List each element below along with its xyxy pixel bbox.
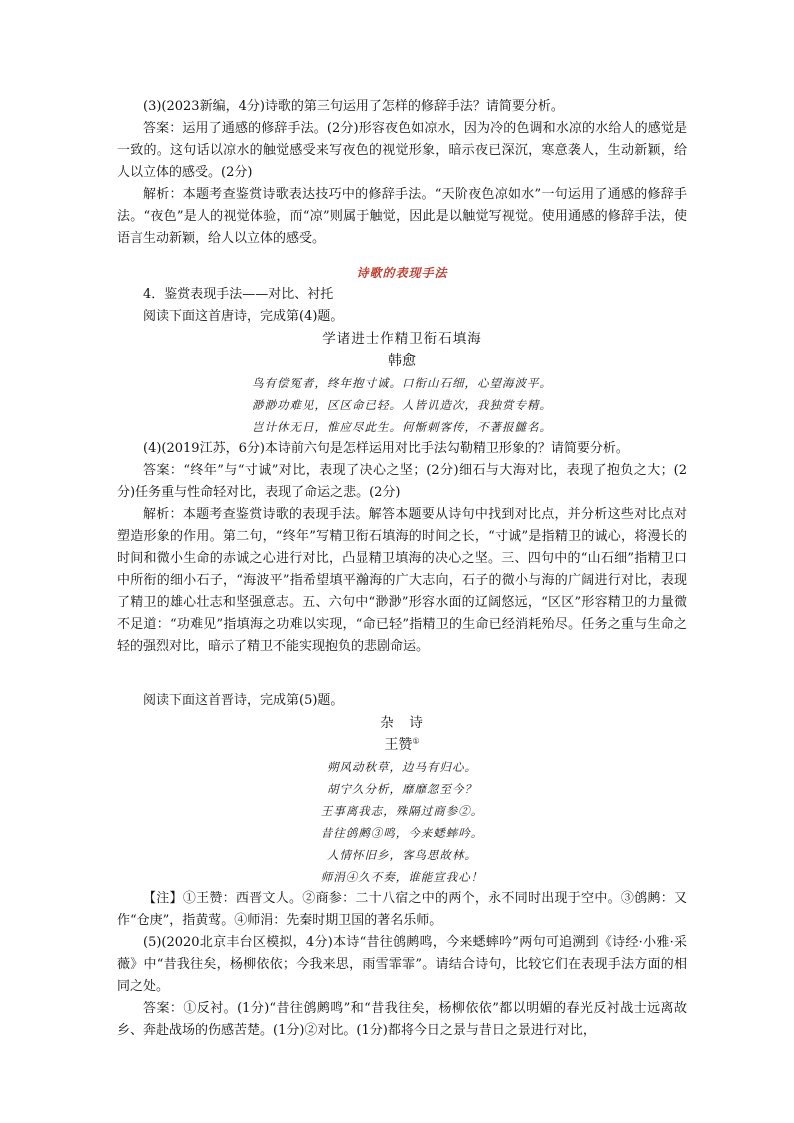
q3-answer: 答案：运用了通感的修辞手法。(2分)形容夜色如凉水，因为冷的色调和水凉的水给人的感觉是一致的。这句话以凉水的触觉感受来写夜色的视觉形象，暗示夜已深沉，寒意袭人，生动新颖，给人以立体的感受。(2分) [117,121,687,180]
q5-poem-line: 昔往鸧鹒③鸣，今来蟋蟀吟。 [320,826,484,840]
q4-poem-title: 学诸进士作精卫衔石填海 [322,331,482,347]
q4-poem-line: 渺渺功难见，区区命已轻。人皆讥造次，我独赏专精。 [252,398,552,412]
q4-analysis: 解析：本题考查鉴赏诗歌的表现手法。解答本题要从诗句中找到对比点，并分析这些对比点对塑造形象的作用。第二句，“终年”写精卫衔石填海的时间之长，“寸诚”是指精卫的诚心，将漫长的时间和微小生命的赤诚之心进行对比，凸显精卫填海的决心之坚。三、四句中的“山石细”指精卫口中所衔的细小石子，“海波平”指希望填平瀚海的广大志向，石子的微小与海的广阔进行对比，表现了精卫的雄心壮志和坚强意志。五、六句中“渺渺”形容水面的辽阔悠远，“区区”形容精卫的力量微不足道：“功难见”指填海之功难以实现，“命已轻”指精卫的生命已经消耗殆尽。任务之重与生命之轻的强烈对比，暗示了精卫不能实现抱负的悲剧命运。 [117,507,687,654]
q5-instruction: 阅读下面这首晋诗，完成第(5)题。 [143,693,344,708]
q4-answer: 答案：“终年”与“寸诚”对比，表现了决心之坚；(2分)细石与大海对比，表现了抱负之大；(2分)任务重与性命轻对比，表现了命运之悲。(2分) [117,463,687,500]
q5-poem-line: 胡宁久分析，靡靡忽至今？ [327,782,477,796]
q5-poem-line: 王事离我志，殊隔过商参②。 [320,804,484,818]
footnote-mark: ① [412,736,420,746]
q3-analysis: 解析：本题考查鉴赏诗歌表达技巧中的修辞手法。“天阶夜色凉如水”一句运用了通感的修辞手法。“夜色”是人的视觉体验，而“凉”则属于触觉，因此是以触觉写视觉。使用通感的修辞手法，使语言生动新颖，给人以立体的感受。 [117,187,687,246]
q5-poem-author: 王赞① [384,736,420,753]
q5-poem-title: 杂 诗 [380,715,424,731]
q4-poem-line: 鸟有偿冤者，终年抱寸诚。口衔山石细，心望海波平。 [252,376,552,390]
q4-instruction: 阅读下面这首唐诗，完成第(4)题。 [143,309,344,324]
q5-question: (5)(2020北京丰台区模拟，4分)本诗“昔往鸧鹒鸣，今来蟋蟀吟”两句可追溯到《诗经·小雅·采薇》中“昔我往矣，杨柳依依；今我来思，雨雪霏霏”。请结合诗句，比较它们在表现手法方面的相同之处。 [117,935,687,994]
q5-answer: 答案：①反衬。(1分)“昔往鸧鹒鸣”和“昔我往矣，杨柳依依”都以明媚的春光反衬战士远离故乡、奔赴战场的伤感苦楚。(1分)②对比。(1分)都将今日之景与昔日之景进行对比， [117,1001,687,1038]
q4-poem-author: 韩愈 [388,353,416,369]
section-title: 诗歌的表现手法 [356,266,448,280]
q5-poem-line: 朔风动秋草，边马有归心。 [327,760,477,774]
q3-question: (3)(2023新编，4分)诗歌的第三句运用了怎样的修辞手法？请简要分析。 [143,99,564,114]
q5-poem-line: 师涓④久不奏，谁能宣我心！ [320,870,484,884]
q4-poem-line: 岂计休无日，惟应尽此生。何惭刺客传，不著报雠名。 [252,420,552,434]
q4-heading: 4．鉴赏表现手法——对比、衬托 [143,287,334,302]
q5-poem-line: 人情怀旧乡，客鸟思故林。 [327,848,477,862]
q4-question: (4)(2019江苏，6分)本诗前六句是怎样运用对比手法勾勒精卫形象的？请简要分析。 [143,441,629,456]
q5-note: 【注】①王赞：西晋文人。②商参：二十八宿之中的两个，永不同时出现于空中。③鸧鹒：又作“仓庚”，指黄莺。④师涓：先秦时期卫国的著名乐师。 [117,891,687,928]
